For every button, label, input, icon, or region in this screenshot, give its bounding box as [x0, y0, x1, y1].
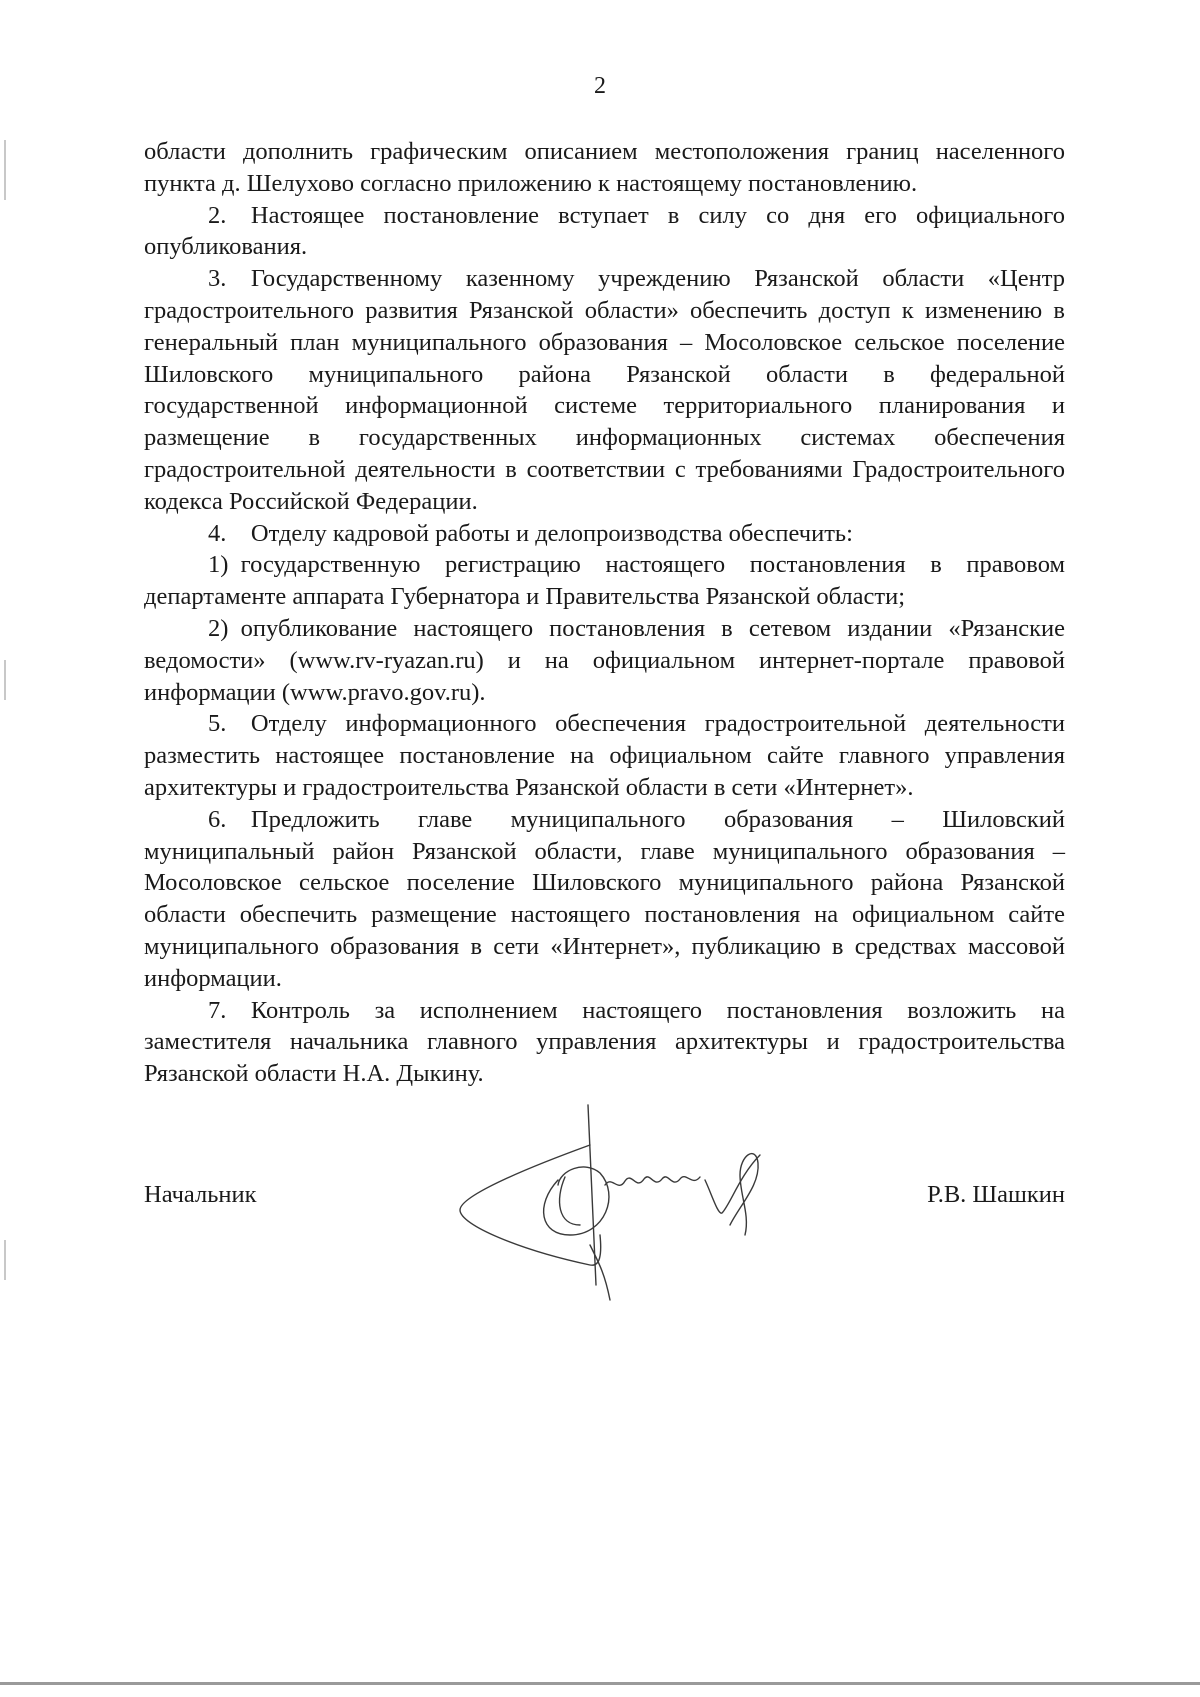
scan-edge-mark: [4, 660, 6, 700]
paragraph-subitem-2: 2) опубликование настоящего постановления в сетевом издании «Рязанские ведомости» (www.rv-ryazan.ru) и на официальном интернет-портале правовой информации (www.pravo.gov.ru).: [144, 614, 1065, 706]
paragraph-subitem-1: 1) государственную регистрацию настоящего постановления в правовом департаменте аппарата Губернатора и Правительства Рязанской области;: [144, 551, 1065, 611]
paragraph-item-7: 7. Контроль за исполнением настоящего постановления возложить на заместителя начальника главного управления архитектуры и градостроительства Рязанской области Н.А. Дыкину.: [144, 996, 1065, 1088]
signer-title: Начальник: [144, 1181, 257, 1208]
page-number: 2: [594, 73, 606, 99]
signature-block: [144, 1179, 1065, 1219]
paragraph-item-2: 2. Настоящее постановление вступает в силу со дня его официального опубликования.: [144, 201, 1065, 261]
paragraph-item-5: 5. Отделу информационного обеспечения градостроительной деятельности разместить настоящее постановление на официальном сайте главного управления архитектуры и градостроительства Рязанской области в сети «Интернет».: [144, 710, 1065, 801]
paragraph-item-6: 6. Предложить главе муниципального образования – Шиловский муниципальный район Рязанской области, главе муниципального образования – Мосоловское сельское поселение Шиловского муниципального района Рязанской области обеспечить размещение настоящего постановления на официальном сайте муниципального образования в сети «Интернет», публикацию в средствах массовой информации.: [144, 805, 1065, 992]
scan-bottom-edge: [0, 1682, 1200, 1685]
scan-edge-mark: [4, 140, 6, 200]
document-body: [144, 136, 1065, 1090]
signer-name: Р.В. Шашкин: [927, 1181, 1065, 1208]
scan-edge-mark: [4, 1240, 6, 1280]
paragraph-item-4: 4. Отделу кадровой работы и делопроизводства обеспечить:: [208, 519, 853, 547]
paragraph-intro: области дополнить графическим описанием местоположения границ населенного пункта д. Шелухово согласно приложению к настоящему постановлению.: [144, 138, 1065, 197]
paragraph-item-3: 3. Государственному казенному учреждению Рязанской области «Центр градостроительного развития Рязанской области» обеспечить доступ к изменению в генеральный план муниципального образования – Мосоловское сельское поселение Шиловского муниципального района Рязанской области в федеральной государственной информационной системе территориального планирования и размещение в государственных информационных системах обеспечения градостроительной деятельности в соответствии с требованиями Градостроительного кодекса Российской Федерации.: [144, 265, 1065, 515]
